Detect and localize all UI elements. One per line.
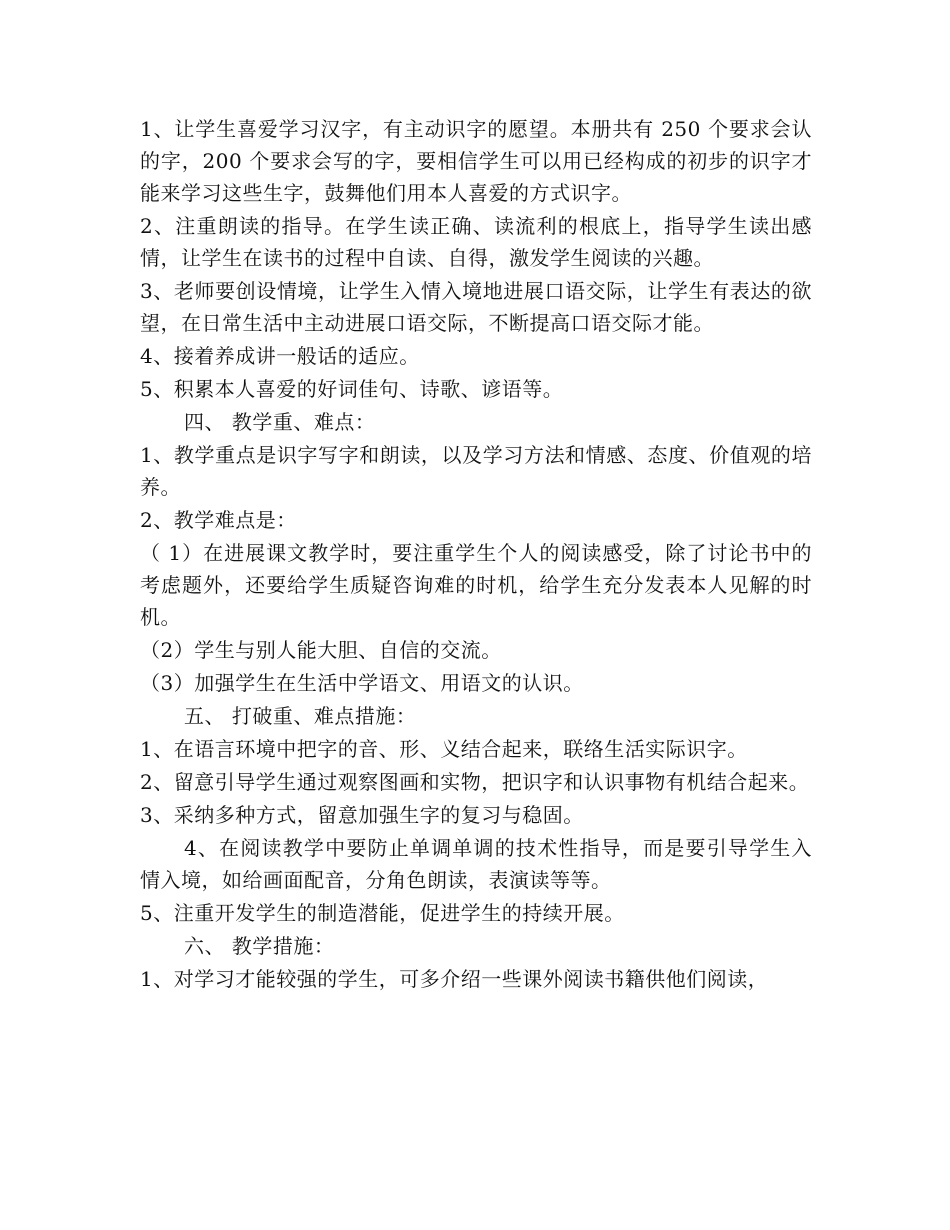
paragraph-reading-guidance: 2、注重朗读的指导。在学生读正确、读流利的根底上，指导学生读出感情，让学生在读书的过程中自读、自得，激发学生阅读的兴趣。: [140, 214, 812, 270]
paragraph-measure-2: 2、留意引导学生通过观察图画和实物，把识字和认识事物有机结合起来。: [140, 770, 810, 794]
paragraph-measure-4: 4、在阅读教学中要防止单调单调的技术性指导，而是要引导学生入情入境，如给画面配音，分角色朗读，表演读等等。: [140, 836, 812, 892]
document-body: [140, 113, 812, 996]
paragraph-mandarin-habit: 4、接着养成讲一般话的适应。: [140, 344, 420, 368]
paragraph-accumulate-phrases: 5、积累本人喜爱的好词佳句、诗歌、谚语等。: [140, 377, 564, 401]
paragraph-measure-1: 1、在语言环境中把字的音、形、义结合起来，联络生活实际识字。: [140, 737, 748, 761]
section-heading-measures: 五、 打破重、难点措施：: [184, 704, 417, 728]
section-heading-key-points: 四、 教学重、难点：: [184, 410, 376, 434]
paragraph-measure-3: 3、采纳多种方式，留意加强生字的复习与稳固。: [140, 803, 584, 827]
section-heading-teaching-measures: 六、 教学措施：: [184, 934, 335, 958]
paragraph-teaching-focus: 1、教学重点是识字写字和朗读，以及学习方法和情感、态度、价值观的培养。: [140, 443, 812, 499]
paragraph-difficulty-item-1: （ 1）在进展课文教学时，要注重学生个人的阅读感受，除了讨论书中的考虑题外，还要给学生质疑咨询难的时机，给学生充分发表本人见解的时机。: [140, 541, 812, 629]
paragraph-oral-communication: 3、老师要创设情境，让学生入情入境地进展口语交际，让学生有表达的欲望，在日常生活中主动进展口语交际，不断提高口语交际才能。: [140, 279, 812, 335]
paragraph-difficulty-item-3: （3）加强学生在生活中学语文、用语文的认识。: [140, 671, 584, 695]
paragraph-teaching-difficulty: 2、教学难点是：: [140, 508, 297, 532]
paragraph-difficulty-item-2: （2）学生与别人能大胆、自信的交流。: [140, 638, 502, 662]
paragraph-teaching-measure-1: 1、对学习才能较强的学生，可多介绍一些课外阅读书籍供他们阅读，: [140, 967, 769, 991]
paragraph-literacy-goal: 1、让学生喜爱学习汉字，有主动识字的愿望。本册共有 250 个要求会认的字，200 个要求会写的字，要相信学生可以用已经构成的初步的识字才能来学习这些生字，鼓舞他们用本人喜爱的方式识字。: [140, 117, 812, 205]
paragraph-measure-5: 5、注重开发学生的制造潜能，促进学生的持续开展。: [140, 901, 625, 925]
